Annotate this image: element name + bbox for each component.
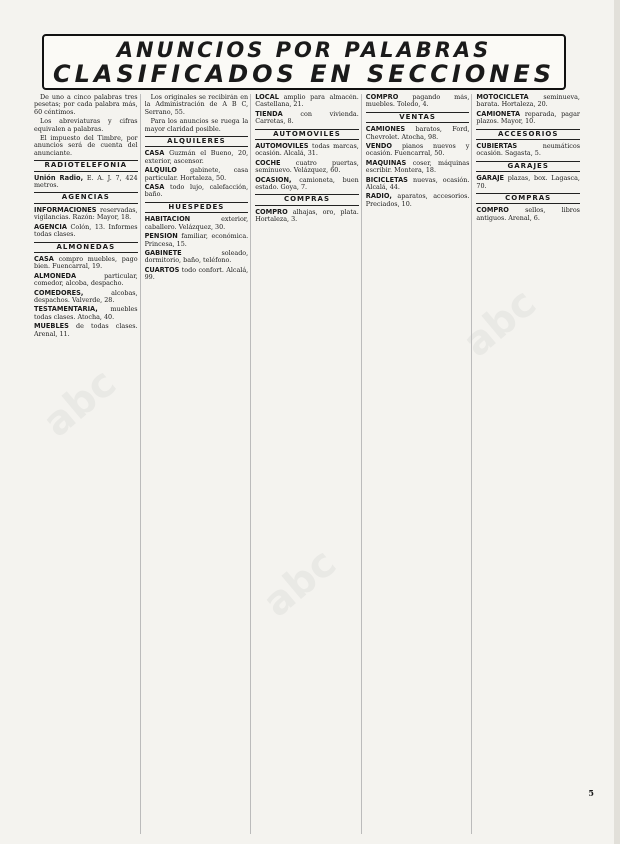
classified-ad — [366, 160, 470, 175]
ad-title: TESTAMENTARIA, — [34, 305, 98, 314]
column-4 — [366, 94, 473, 834]
ad-title: TIENDA — [255, 109, 283, 118]
ad-title: GARAJE — [476, 174, 505, 183]
ad-title: GABINETE — [144, 248, 182, 257]
ad-text: familiar, económica. Princesa, 15. — [144, 232, 249, 248]
classified-ad — [366, 193, 470, 208]
ad-title: MAQUINAS — [365, 158, 407, 167]
classified-ad — [476, 143, 580, 158]
ad-text: todo confort. Alcalá, 99. — [144, 265, 249, 282]
ad-title: CAMIONES — [365, 125, 406, 134]
ad-text: seminueva, barata. Hortaleza, 20. — [476, 94, 580, 109]
section-heading: HUESPEDES — [145, 202, 249, 213]
column-3 — [255, 94, 362, 834]
ad-text: coser, máquinas escribir. Montera, 18. — [365, 158, 470, 175]
section-heading: COMPRAS — [476, 193, 580, 204]
ad-title: ALMONEDA — [34, 271, 77, 280]
column-5 — [476, 94, 582, 834]
ad-text: reservadas, vigilancias. Razón: Mayor, 18. — [34, 205, 138, 222]
ad-title: RADIO, — [365, 192, 392, 201]
ad-title: MUEBLES — [34, 322, 69, 331]
watermark: abc — [34, 359, 125, 447]
ad-text: alcobas, despachos. Valverde, 28. — [34, 288, 138, 304]
classified-ad — [255, 209, 359, 224]
column-1 — [34, 94, 141, 834]
classified-ad — [476, 94, 580, 109]
classified-ad — [255, 94, 359, 109]
section-heading: AUTOMOVILES — [255, 129, 359, 140]
classified-ad — [34, 306, 138, 321]
ad-text: soleado, dormitorio, baño, teléfono. — [144, 248, 249, 265]
ad-title: MOTOCICLETA — [476, 94, 529, 101]
banner-title-line-1: ANUNCIOS POR PALABRAS — [116, 38, 492, 62]
classified-ad — [255, 111, 359, 126]
classified-ad — [145, 184, 249, 199]
notice-paragraph: El impuesto del Timbre, por anuncios será de cuenta del anunciante. — [34, 134, 138, 157]
section-heading: ALMONEDAS — [34, 242, 138, 253]
section-heading: GARAJES — [476, 161, 580, 172]
ad-text: amplio para almacén. Castellana, 21. — [255, 94, 359, 109]
notice-paragraph: Para los anuncios se ruega la mayor claridad posible. — [144, 117, 249, 133]
ad-title: CAMIONETA — [476, 109, 521, 118]
ad-text: de todas clases. Arenal, 11. — [34, 322, 138, 338]
ad-text: particular, comedor, alcoba, despacho. — [34, 271, 138, 288]
classified-ad — [34, 224, 138, 239]
ad-title: OCASION, — [255, 175, 292, 184]
classified-ad — [476, 175, 580, 190]
classified-ad — [34, 256, 138, 271]
page-number: 5 — [588, 788, 594, 798]
ad-text: plazas, box. Lagasca, 70. — [476, 174, 580, 190]
notice-paragraph: Los abreviaturas y cifras equivalen a palabras. — [34, 117, 138, 133]
watermark: abc — [254, 539, 345, 627]
classified-ad — [145, 233, 249, 248]
ad-title: CASA — [34, 254, 54, 263]
section-heading: VENTAS — [366, 112, 470, 123]
ad-text: pianos nuevos y ocasión. Fuencarral, 50. — [365, 142, 470, 158]
ad-text: alhajas, oro, plata. Hortaleza, 3. — [255, 207, 359, 224]
ad-title: INFORMACIONES — [34, 205, 97, 214]
page-edge — [614, 0, 620, 844]
ad-title: CUARTOS — [144, 265, 180, 274]
notice-paragraph: De uno a cinco palabras tres pesetas; por cada palabra más, 60 céntimos. — [34, 94, 138, 116]
ad-text: nuevas, ocasión. Alcalá, 44. — [365, 175, 470, 192]
classified-ad — [145, 150, 249, 165]
ad-title: BICICLETAS — [365, 175, 408, 184]
classified-ad — [366, 94, 470, 109]
ad-title: COMEDORES, — [34, 288, 84, 297]
ad-title: CASA — [144, 149, 165, 158]
section-heading: ACCESORIOS — [476, 129, 580, 140]
ad-text: muebles todas clases. Atocha, 40. — [34, 305, 138, 321]
classified-ad — [366, 143, 470, 158]
ad-text: reparada, pagar plazos. Mayor, 10. — [476, 109, 580, 126]
ad-title: COCHE — [255, 158, 281, 167]
classified-ad — [34, 207, 138, 222]
classified-ad — [34, 323, 138, 338]
classified-ad — [255, 143, 359, 158]
classified-ad — [476, 111, 580, 126]
ad-text: sellos, libros antiguos. Arenal, 6. — [476, 206, 580, 222]
ad-text: neumáticos ocasión. Sagasta, 5. — [476, 142, 580, 158]
ad-title: Unión Radio, — [34, 173, 84, 182]
classified-ad — [145, 250, 249, 265]
ad-text: E. A. J. 7, 424 metros. — [34, 173, 138, 190]
column-2 — [145, 94, 252, 834]
watermark: abc — [454, 279, 545, 367]
ad-text: exterior, caballero. Velázquez, 30. — [144, 215, 249, 231]
ad-title: COMPRO — [365, 94, 399, 101]
ad-title: CUBIERTAS — [476, 142, 518, 151]
ad-title: PENSION — [144, 232, 178, 241]
classified-ad — [34, 290, 138, 305]
ad-text: camioneta, buen estado. Goya, 7. — [255, 175, 359, 192]
ad-text: pagando más, muebles. Toledo, 4. — [365, 94, 470, 109]
ad-text: gabinete, casa particular. Hortaleza, 50. — [144, 166, 249, 182]
section-heading: ALQUILERES — [145, 136, 249, 147]
ad-text: compro muebles, pago bien. Fuencarral, 19. — [34, 254, 138, 271]
classified-ad — [366, 177, 470, 192]
ad-text: baratos, Ford, Chevrolet. Atocha, 98. — [365, 125, 470, 141]
ad-text: todo lujo, calefacción, baño. — [144, 183, 249, 199]
classified-ad — [34, 273, 138, 288]
classified-ad — [145, 216, 249, 231]
ad-title: LOCAL — [255, 94, 279, 101]
classified-ad — [255, 177, 359, 192]
section-heading: COMPRAS — [255, 194, 359, 205]
ad-title: CASA — [144, 183, 165, 192]
ad-text: cuatro puertas, seminuevo. Velázquez, 60. — [255, 158, 359, 175]
ad-text: con vivienda. Carretas, 8. — [255, 109, 359, 126]
classified-ad — [145, 167, 249, 182]
classified-ad — [476, 207, 580, 222]
classified-ad — [366, 126, 470, 141]
classified-ad — [255, 160, 359, 175]
ad-text: Guzmán el Bueno, 20, exterior, ascensor. — [144, 149, 249, 165]
ad-title: AGENCIA — [34, 222, 67, 231]
ad-title: AUTOMOVILES — [255, 142, 309, 151]
classifieds-banner — [42, 34, 566, 90]
ad-title: VENDO — [365, 142, 392, 151]
ad-text: aparatos, accesorios. Preciados, 10. — [365, 192, 470, 208]
ad-title: HABITACION — [144, 215, 191, 224]
ad-text: Colón, 13. Informes todas clases. — [34, 222, 138, 239]
ad-text: todas marcas, ocasión. Alcalá, 31. — [255, 142, 359, 158]
section-heading: AGENCIAS — [34, 192, 138, 203]
classifieds-columns — [34, 94, 582, 834]
ad-title: COMPRO — [476, 206, 509, 215]
notice-paragraph: Los originales se recibirán en la Administración de A B C, Serrano, 55. — [144, 94, 249, 116]
banner-title-line-2: CLASIFICADOS EN SECCIONES — [52, 60, 555, 88]
classified-ad — [145, 267, 249, 282]
ad-title: COMPRO — [255, 207, 288, 216]
classified-ad — [34, 175, 138, 190]
section-heading: RADIOTELEFONIA — [34, 160, 138, 171]
ad-title: ALQUILO — [144, 166, 177, 175]
